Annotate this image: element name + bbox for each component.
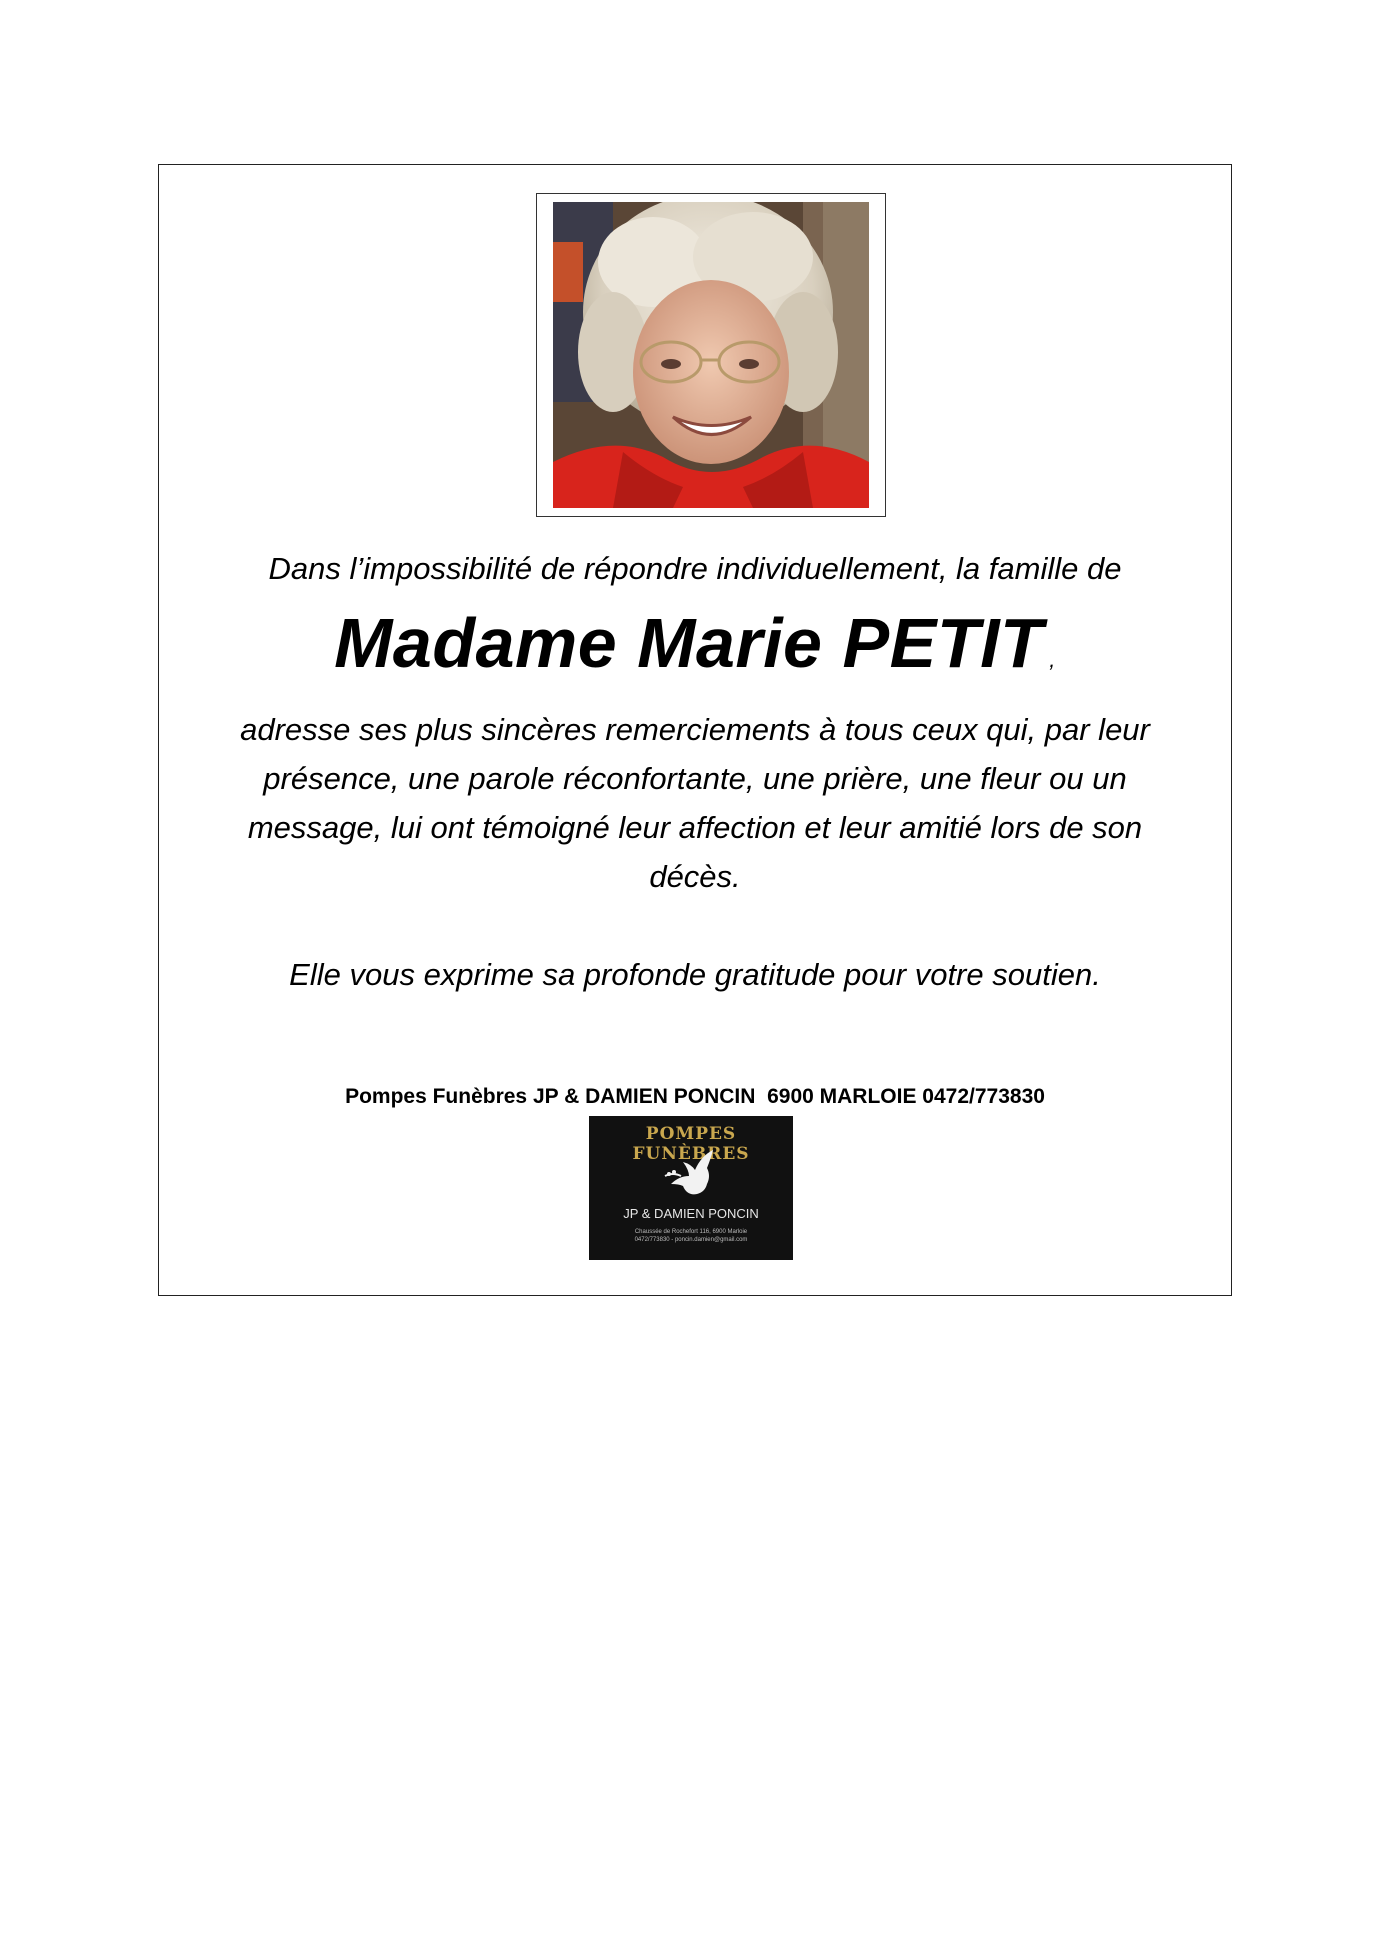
deceased-name-text: Madame Marie PETIT [334, 604, 1044, 682]
message-line: présence, une parole réconfortante, une prière, une fleur ou un [263, 761, 1127, 796]
logo-top-text: POMPES FUNÈBRES [632, 1124, 750, 1164]
gratitude-text: Elle vous exprime sa profonde gratitude pour votre soutien. [289, 957, 1101, 992]
deceased-name [159, 601, 1231, 702]
name-suffix: , [1049, 647, 1056, 672]
message-line: message, lui ont témoigné leur affection et leur amitié lors de son [247, 810, 1143, 845]
message-line: adresse ses plus sincères remerciements à tous ceux qui, par leur [240, 712, 1150, 747]
thanks-message [189, 705, 1201, 901]
dove-icon [661, 1146, 721, 1204]
photo-frame [536, 193, 886, 517]
obituary-card [158, 164, 1232, 1296]
funeral-home-logo [589, 1116, 793, 1260]
logo-address [589, 1228, 793, 1244]
intro-text: Dans l’impossibilité de répondre individuellement, la famille de [268, 551, 1122, 586]
message-line: décès. [649, 859, 741, 894]
funeral-home-line: Pompes Funèbres JP & DAMIEN PONCIN 6900 MARLOIE 0472/773830 [345, 1085, 1045, 1108]
logo-address-line: Chaussée de Rochefort 116, 6900 Marloie [634, 1229, 748, 1235]
portrait-photo-image [553, 202, 869, 508]
logo-contact-line: 0472/773830 - poncin.damien@gmail.com [634, 1237, 748, 1243]
portrait-photo [553, 202, 869, 508]
logo-name: JP & DAMIEN PONCIN [623, 1206, 759, 1221]
